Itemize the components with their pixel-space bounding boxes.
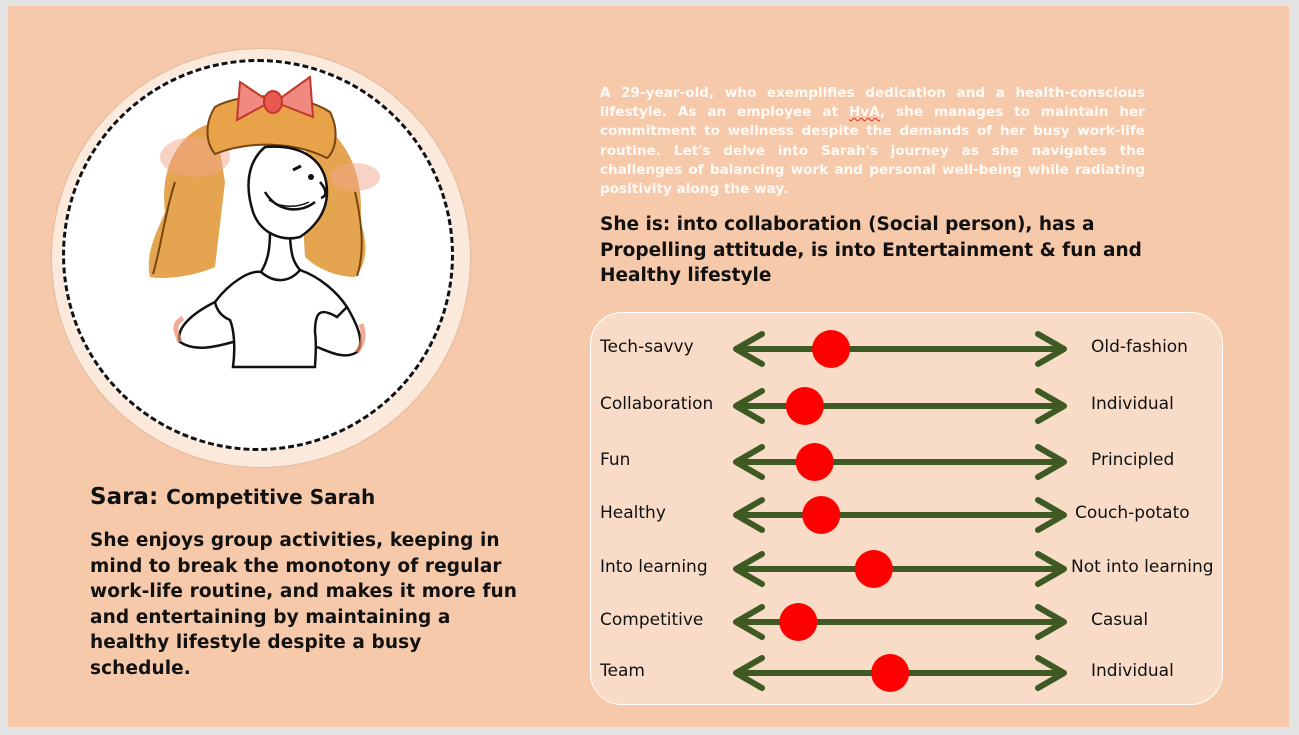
scale-left-label: Collaboration — [600, 394, 714, 414]
scale-left-label: Healthy — [600, 503, 666, 523]
girl-illustration — [65, 62, 454, 451]
intro-text-end: , she manages to maintain her commitment to wellness despite the demands of her busy work-life routine. Let's delve into Sarah's journey as she navigates the challenges of balancing work and personal well-being while radiating positivity along the way. — [600, 104, 1145, 198]
trait-scale-5 — [736, 603, 1064, 641]
scale-right-label: Casual — [1091, 610, 1149, 630]
scale-right-label: Not into learning — [1071, 557, 1214, 577]
scale-left-label: Team — [600, 661, 645, 681]
intro-organization: HvA — [848, 104, 880, 121]
trait-scale-2 — [736, 443, 1064, 481]
scale-marker — [855, 550, 893, 588]
scale-left-label: Tech-savvy — [600, 337, 694, 357]
scale-right-label: Old-fashion — [1091, 337, 1188, 357]
trait-scales-panel — [590, 312, 1223, 705]
scale-right-label: Individual — [1091, 394, 1174, 414]
scale-marker — [779, 603, 817, 641]
trait-scale-0 — [736, 330, 1064, 368]
persona-intro — [600, 84, 1145, 199]
trait-scale-3 — [736, 496, 1064, 534]
avatar-frame — [52, 49, 470, 467]
persona-first-name: Sara: — [90, 484, 159, 510]
scale-marker — [871, 654, 909, 692]
traits-statement: She is: into collaboration (Social person), has a Propelling attitude, is into Entertainment & fun and Healthy lifestyle — [600, 214, 1142, 286]
persona-name — [90, 480, 375, 514]
scale-marker — [812, 330, 850, 368]
scale-right-label: Individual — [1091, 661, 1174, 681]
scale-marker — [786, 387, 824, 425]
scale-left-label: Fun — [600, 450, 631, 470]
avatar — [62, 59, 454, 451]
trait-scale-4 — [736, 550, 1064, 588]
scale-marker — [796, 443, 834, 481]
trait-scale-1 — [736, 387, 1064, 425]
scale-right-label: Principled — [1091, 450, 1175, 470]
intro-text-start: A 29-year-old, who exemplifies dedication and a health-conscious lifestyle. As an employee at — [600, 85, 1145, 121]
scale-right-label: Couch-potato — [1075, 503, 1190, 523]
scale-marker — [802, 496, 840, 534]
persona-summary: She enjoys group activities, keeping in mind to break the monotony of regular work-life routine, and makes it more fun and entertaining by maintaining a healthy lifestyle despite a busy schedule. — [90, 530, 518, 679]
persona-nickname: Competitive Sarah — [166, 485, 376, 509]
scale-left-label: Into learning — [600, 557, 708, 577]
scale-left-label: Competitive — [600, 610, 704, 630]
trait-scale-6 — [736, 654, 1064, 692]
